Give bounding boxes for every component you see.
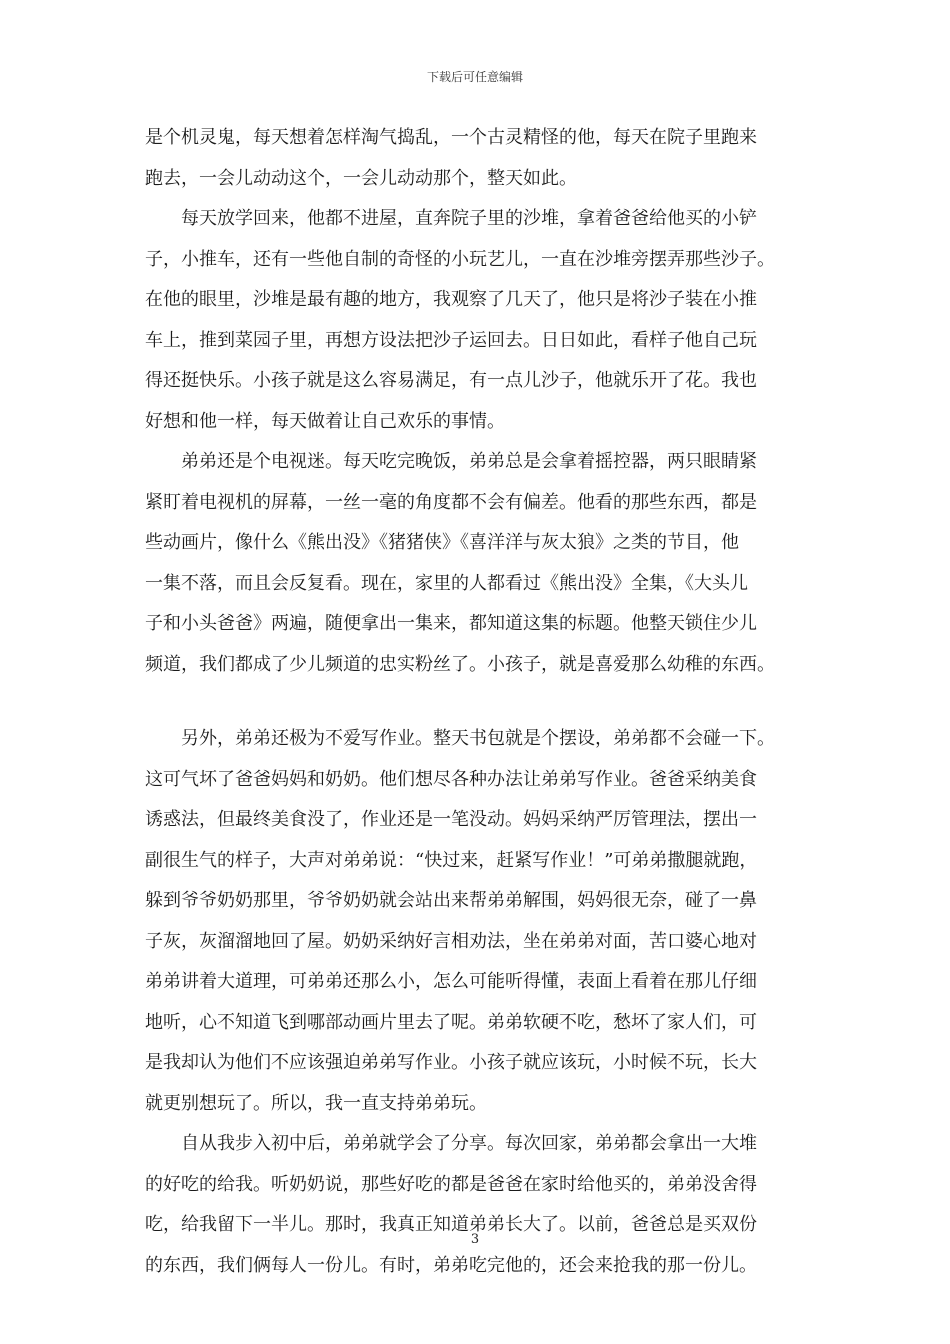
text-line: 车上，推到菜园子里，再想方设法把沙子运回去。日日如此，看样子他自己玩	[145, 329, 757, 351]
paragraph	[145, 199, 810, 442]
text-line: 在他的眼里，沙堆是最有趣的地方，我观察了几天了，他只是将沙子装在小推	[145, 289, 757, 310]
text-line: 紧盯着电视机的屏幕，一丝一毫的角度都不会有偏差。他看的那些东西，都是	[145, 491, 757, 513]
text-line: 子灰，灰溜溜地回了屋。奶奶采纳好言相劝法，坐在弟弟对面，苦口婆心地对	[145, 930, 757, 952]
text-line: 的好吃的给我。听奶奶说，那些好吃的都是爸爸在家时给他买的，弟弟没舍得	[145, 1173, 757, 1195]
text-line: 副很生气的样子，大声对弟弟说：“快过来，赶紧写作业！”可弟弟撒腿就跑，	[145, 849, 758, 871]
text-line: 是个机灵鬼，每天想着怎样淘气捣乱，一个古灵精怪的他，每天在院子里跑来	[145, 127, 757, 148]
text-line: 自从我步入初中后，弟弟就学会了分享。每次回家，弟弟都会拿出一大堆	[145, 1133, 757, 1154]
text-line: 些动画片，像什么《熊出没》《猪猪侠》《喜洋洋与灰太狼》之类的节目，他	[145, 532, 739, 553]
text-line: 子和小头爸爸》两遍，随便拿出一集来，都知道这集的标题。他整天锁住少儿	[145, 613, 757, 634]
text-line: 吃，给我留下一半儿。那时，我真正知道弟弟长大了。以前，爸爸总是买双份	[145, 1214, 757, 1235]
text-line: 是我却认为他们不应该强迫弟弟写作业。小孩子就应该玩，小时候不玩，长大	[145, 1052, 757, 1073]
paragraph	[145, 118, 810, 199]
paragraph-gap	[145, 685, 810, 719]
text-line: 诱惑法，但最终美食没了，作业还是一笔没动。妈妈采纳严厉管理法，摆出一	[145, 809, 757, 830]
text-line: 频道，我们都成了少儿频道的忠实粉丝了。小孩子，就是喜爱那么幼稚的东西。	[145, 653, 775, 675]
text-line: 就更别想玩了。所以，我一直支持弟弟玩。	[145, 1092, 487, 1114]
text-line: 一集不落，而且会反复看。现在，家里的人都看过《熊出没》全集，《大头儿	[145, 572, 748, 594]
page-number: 3	[470, 1232, 480, 1247]
text-line: 每天放学回来，他都不进屋，直奔院子里的沙堆，拿着爸爸给他买的小铲	[145, 208, 757, 229]
text-line: 的东西，我们俩每人一份儿。有时，弟弟吃完他的，还会来抢我的那一份儿。	[145, 1254, 757, 1276]
text-line: 这可气坏了爸爸妈妈和奶奶。他们想尽各种办法让弟弟写作业。爸爸采纳美食	[145, 768, 757, 790]
paragraph	[145, 719, 810, 1124]
paragraph	[145, 1124, 810, 1286]
text-line: 子，小推车，还有一些他自制的奇怪的小玩艺儿，一直在沙堆旁摆弄那些沙子。	[145, 248, 775, 270]
text-line: 得还挺快乐。小孩子就是这么容易满足，有一点儿沙子，他就乐开了花。我也	[145, 370, 757, 391]
text-line: 弟弟还是个电视迷。每天吃完晚饭，弟弟总是会拿着摇控器，两只眼睛紧	[145, 451, 757, 472]
text-line: 躲到爷爷奶奶那里，爷爷奶奶就会站出来帮弟弟解围，妈妈很无奈，碰了一鼻	[145, 890, 757, 911]
text-line: 好想和他一样，每天做着让自己欢乐的事情。	[145, 410, 505, 432]
text-line: 弟弟讲着大道理，可弟弟还那么小，怎么可能听得懂，表面上看着在那儿仔细	[145, 971, 757, 992]
text-line: 地听，心不知道飞到哪部动画片里去了呢。弟弟软硬不吃，愁坏了家人们，可	[145, 1011, 757, 1033]
paragraph	[145, 442, 810, 685]
document-body	[145, 118, 810, 1286]
text-line: 另外，弟弟还极为不爱写作业。整天书包就是个摆设，弟弟都不会碰一下。	[145, 728, 775, 749]
page-header: 下载后可任意编辑	[426, 70, 523, 84]
text-line: 跑去，一会儿动动这个，一会儿动动那个，整天如此。	[145, 167, 577, 189]
